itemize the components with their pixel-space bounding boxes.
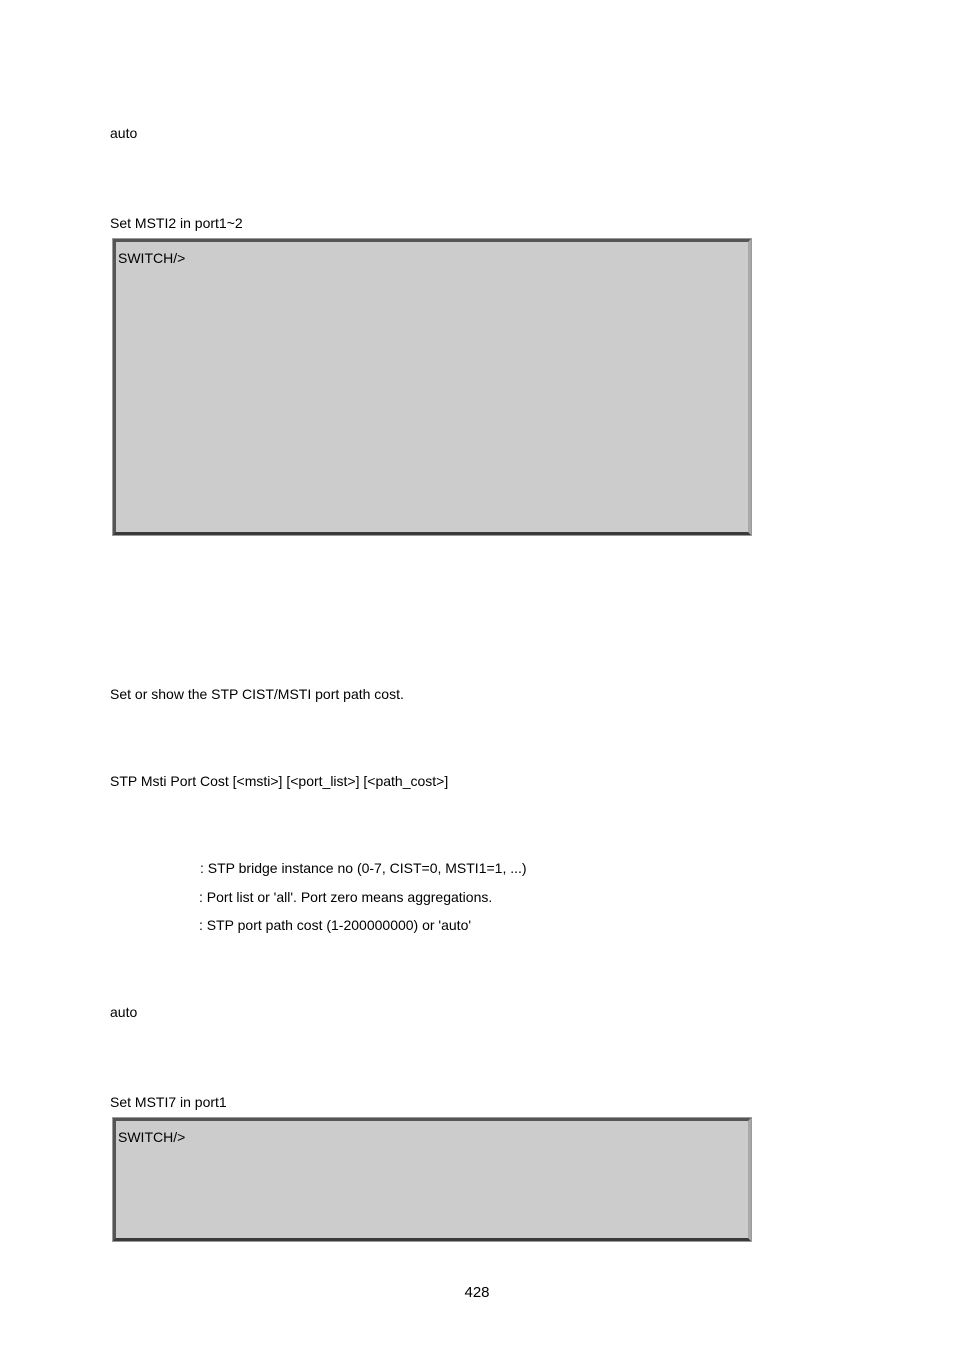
console-prompt-2: SWITCH/> — [118, 1129, 186, 1145]
console-prompt-1: SWITCH/> — [118, 250, 186, 266]
example-title-2: Set MSTI7 in port1 — [110, 1094, 227, 1110]
page-number: 428 — [464, 1284, 490, 1301]
parameter-path-cost: : STP port path cost (1-200000000) or 'auto' — [199, 917, 472, 933]
example-title-1: Set MSTI2 in port1~2 — [110, 215, 243, 231]
console-box-2 — [113, 1118, 751, 1241]
default-value-1: auto — [110, 125, 138, 141]
description-text: Set or show the STP CIST/MSTI port path cost. — [110, 686, 404, 702]
parameter-msti: : STP bridge instance no (0-7, CIST=0, MSTI1=1, ...) — [200, 860, 527, 876]
default-value-2: auto — [110, 1004, 138, 1020]
syntax-text: STP Msti Port Cost [<msti>] [<port_list>] [<path_cost>] — [110, 773, 449, 789]
parameter-port-list: : Port list or 'all'. Port zero means aggregations. — [199, 889, 493, 905]
console-box-1 — [113, 239, 751, 535]
